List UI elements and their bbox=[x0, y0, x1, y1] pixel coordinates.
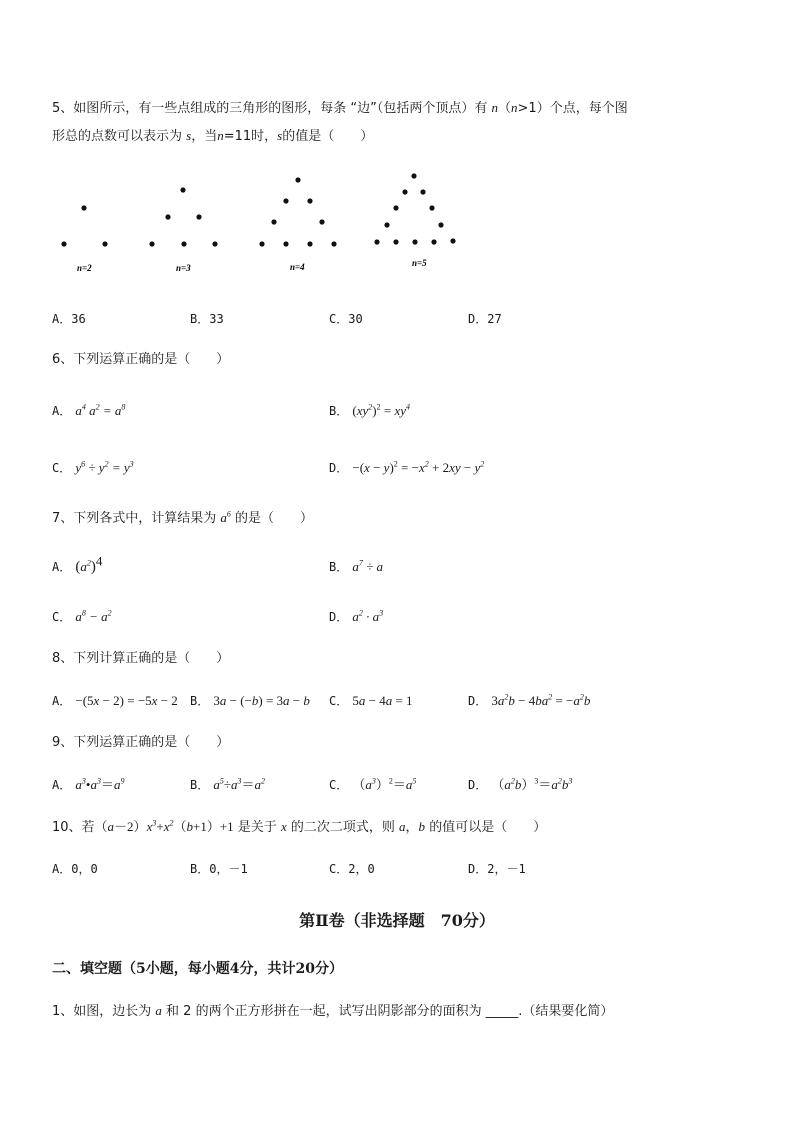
part2-title: 第Ⅱ卷（非选择题 70分） bbox=[299, 911, 495, 930]
fig-label-n4: n=4 bbox=[290, 262, 305, 272]
q9-option-d: D． $(a^2b)^3=a^2b^3$ bbox=[468, 776, 573, 792]
q9-stem: 9、下列运算正确的是（ ） bbox=[52, 735, 230, 750]
q5-stem-line1: 5、如图所示，有一些点组成的三角形的图形，每条 “边”（包括两个顶点）有 n（n>1）个点，每个图 bbox=[52, 100, 628, 116]
q9-option-b: B． $a^5\div a^3=a^2$ bbox=[190, 776, 266, 792]
q6-option-c: C． $y^6 \div y^2 = y^3$ bbox=[52, 459, 134, 475]
q7-option-a: A． $(a^2)^4$ bbox=[52, 553, 103, 575]
q10-option-b: B．0，－1 bbox=[190, 862, 248, 876]
q5-option-a: A．36 bbox=[52, 312, 86, 326]
q10-option-d: D．2，－1 bbox=[468, 862, 526, 876]
q5-stem-line2: 形总的点数可以表示为 s，当n=11时，s的值是（ ） bbox=[52, 128, 374, 144]
q5-option-d: D．27 bbox=[468, 312, 502, 326]
fill1-stem: 1、如图，边长为 a 和 2 的两个正方形拼在一起，试写出阴影部分的面积为 _____.（结果要化简） bbox=[52, 1003, 614, 1019]
fig-label-n5: n=5 bbox=[412, 258, 427, 268]
q5-dot-triangles-figure bbox=[48, 165, 478, 280]
section2-heading: 二、填空题（5小题，每小题4分，共计20分） bbox=[52, 961, 343, 977]
q7-option-d: D． $a^2 \cdot a^3$ bbox=[329, 608, 384, 624]
q6-option-b: B． $(xy^2)^2 = xy^4$ bbox=[329, 402, 410, 418]
q5-option-c: C．30 bbox=[329, 312, 363, 326]
q6-stem: 6、下列运算正确的是（ ） bbox=[52, 352, 230, 367]
q10-option-c: C．2，0 bbox=[329, 862, 375, 876]
q9-option-c: C． $(a^3)^2=a^5$ bbox=[329, 776, 417, 792]
q10-stem: 10、若$(a-2)x^3+x^2(b+1)+1$ 是关于 x 的二次二项式，则 a，b 的值可以是（ ） bbox=[52, 818, 547, 835]
q8-option-a: A． −(5x − 2) = −5x − 2 bbox=[52, 693, 178, 708]
q6-option-a: A． $a^4$ $a^2 = a^8$ bbox=[52, 402, 126, 418]
q8-option-b: B． 3a − (−b) = 3a − b bbox=[190, 693, 310, 708]
q10-option-a: A．0，0 bbox=[52, 862, 98, 876]
fig-label-n3: n=3 bbox=[176, 263, 191, 273]
q8-option-d: D． $3a^2b - 4ba^2 = -a^2b$ bbox=[468, 692, 591, 708]
q7-option-c: C． $a^8 - a^2$ bbox=[52, 608, 112, 624]
q6-option-d: D． $-(x - y)^2 = -x^2 + 2xy - y^2$ bbox=[329, 459, 485, 475]
q8-option-c: C． 5a − 4a = 1 bbox=[329, 693, 413, 708]
q8-stem: 8、下列计算正确的是（ ） bbox=[52, 651, 230, 666]
q5-option-b: B．33 bbox=[190, 312, 224, 326]
fig-label-n2: n=2 bbox=[77, 263, 92, 273]
q7-stem: 7、下列各式中，计算结果为 $a^6$ 的是（ ） bbox=[52, 509, 314, 526]
q7-option-b: B． $a^7 \div a$ bbox=[329, 558, 384, 574]
q9-option-a: A． $a^3•a^3=a^9$ bbox=[52, 776, 125, 792]
